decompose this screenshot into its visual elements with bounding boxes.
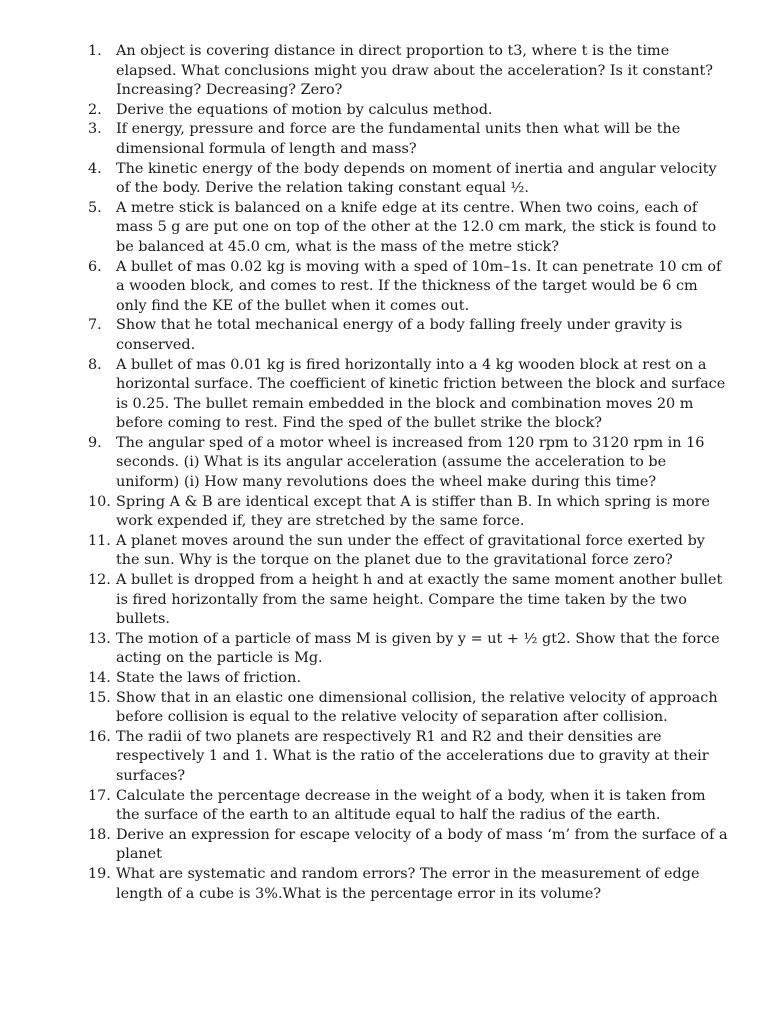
question-item [88,493,728,532]
question-number: 11. [88,532,111,549]
question-text: A planet moves around the sun under the effect of gravitational force exerted by the sun. Why is the torque on the planet due to the gravitational force zero? [116,532,705,569]
question-number: 3. [88,121,102,138]
question-item [88,787,728,826]
question-item [88,532,728,571]
question-number: 7. [88,317,102,334]
question-item [88,865,728,904]
question-item [88,689,728,728]
question-number: 17. [88,787,111,804]
question-text: The motion of a particle of mass M is given by y = ut + ½ gt2. Show that the force acting on the particle is Mg. [116,630,720,667]
question-text: A metre stick is balanced on a knife edge at its centre. When two coins, each of mass 5 g are put one on top of the other at the 12.0 cm mark, the stick is found to be balanced at 45.0 cm, what is the mass of the metre stick? [116,199,717,255]
question-item [88,434,728,493]
question-number: 1. [88,43,102,59]
question-text: If energy, pressure and force are the fundamental units then what will be the dimensional formula of length and mass? [116,121,681,157]
question-text: Derive an expression for escape velocity of a body of mass ‘m’ from the surface of a planet [116,826,728,863]
question-item [88,42,728,101]
question-item [88,669,728,689]
question-text: The radii of two planets are respectively R1 and R2 and their densities are respectively 1 and 1. What is the ratio of the accelerations due to gravity at their surfaces? [116,728,709,784]
question-text: A bullet of mas 0.01 kg is fired horizontally into a 4 kg wooden block at rest on a horizontal surface. The coefficient of kinetic friction between the block and surface is 0.25. The bullet remain embedded in the block and combination moves 20 m before coming to rest. Find the sped of the bullet strike the block? [116,356,726,432]
question-item [88,316,728,355]
question-text: What are systematic and random errors? The error in the measurement of edge length of a cube is 3%.What is the percentage error in its volume? [116,865,700,902]
question-text: A bullet of mas 0.02 kg is moving with a sped of 10m–1s. It can penetrate 10 cm of a wooden block, and comes to rest. If the thickness of the target would be 6 cm only find the KE of the bullet when it comes out. [116,258,722,314]
question-number: 6. [88,258,102,275]
question-text: An object is covering distance in direct proportion to t3, where t is the time elapsed. What conclusions might you draw about the acceleration? Is it constant? Increasing? Decreasing? Zero? [116,43,713,99]
question-text: Show that he total mechanical energy of a body falling freely under gravity is conserved. [116,317,683,353]
question-number: 10. [88,493,111,510]
question-item [88,630,728,669]
question-item [88,571,728,630]
question-number: 19. [88,865,111,882]
question-list [88,42,728,904]
question-item [88,728,728,787]
question-text: Calculate the percentage decrease in the weight of a body, when it is taken from the surface of the earth to an altitude equal to half the radius of the earth. [116,787,706,824]
question-item [88,160,728,199]
question-text: The angular sped of a motor wheel is increased from 120 rpm to 3120 rpm in 16 seconds. (i) What is its angular acceleration (assume the acceleration to be uniform) (i) How many revolutions does the wheel make during this time? [116,434,705,491]
question-item [88,258,728,317]
question-number: 16. [88,728,111,745]
question-number: 18. [88,826,111,843]
question-text: The kinetic energy of the body depends on moment of inertia and angular velocity of the body. Derive the relation taking constant equal ½. [116,160,717,197]
question-item [88,199,728,258]
question-number: 5. [88,199,102,216]
question-text: Derive the equations of motion by calculus method. [116,101,493,118]
question-text: Spring A & B are identical except that A is stiffer than B. In which spring is more work expended if, they are stretched by the same force. [116,493,710,530]
question-number: 9. [88,434,102,451]
question-item [88,356,728,434]
question-item [88,120,728,159]
question-number: 14. [88,670,111,686]
question-number: 2. [88,101,102,118]
question-text: A bullet is dropped from a height h and at exactly the same moment another bullet is fired horizontally from the same height. Compare the time taken by the two bullets. [116,572,723,628]
question-number: 4. [88,160,102,177]
question-number: 8. [88,356,102,373]
question-item [88,826,728,865]
question-number: 12. [88,572,111,589]
question-item [88,101,728,121]
question-text: Show that in an elastic one dimensional collision, the relative velocity of approach before collision is equal to the relative velocity of separation after collision. [116,689,718,726]
question-text: State the laws of friction. [116,670,302,686]
question-number: 13. [88,630,111,647]
question-number: 15. [88,689,111,706]
